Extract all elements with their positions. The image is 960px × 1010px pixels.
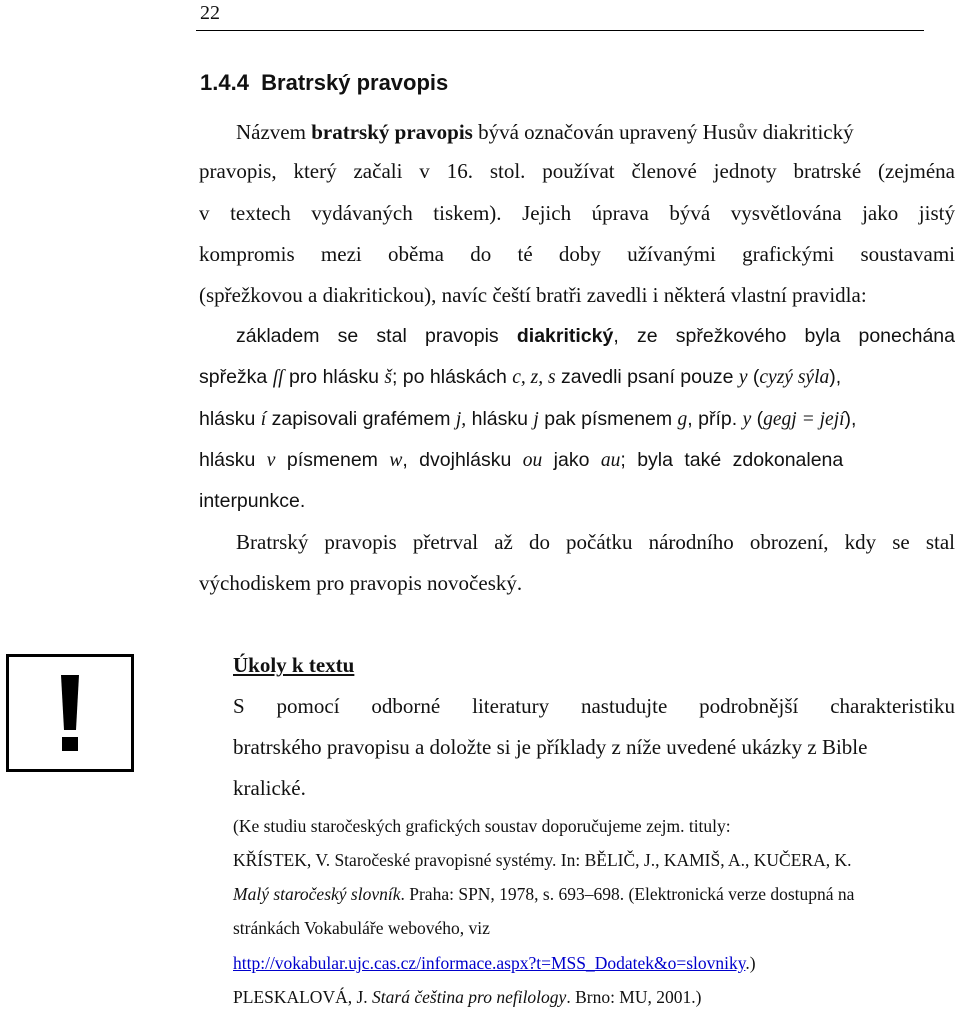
section-number: 1.4.4 bbox=[200, 70, 249, 95]
rules-line1: základem se stal pravopis diakritický, ze spřežkového byla ponechána bbox=[236, 325, 955, 347]
vokabular-link[interactable]: http://vokabular.ujc.cas.cz/informace.aspx?t=MSS_Dodatek&o=slovniky bbox=[233, 953, 746, 973]
rules-line5: interpunkce. bbox=[199, 490, 306, 512]
tasks-heading: Úkoly k textu bbox=[233, 653, 355, 677]
para2-line1: Bratrský pravopis přetrval až do počátku národního obrození, kdy se stal bbox=[236, 530, 955, 554]
para1-line4: kompromis mezi oběma do té doby užívanými grafickými soustavami bbox=[199, 242, 955, 266]
para2-line2: východiskem pro pravopis novočeský. bbox=[199, 571, 523, 595]
section-title-text: Bratrský pravopis bbox=[261, 70, 449, 95]
rules-line2: spřežka ſſ pro hlásku š; po hláskách c, z, s zavedli psaní pouze y (cyzý sýla), bbox=[199, 366, 842, 388]
para1-line2: pravopis, který začali v 16. stol. používat členové jednoty bratrské (zejména bbox=[199, 159, 955, 183]
para1-line3: v textech vydávaných tiskem). Jejich úprava bývá vysvětlována jako jistý bbox=[199, 201, 955, 225]
page-number: 22 bbox=[200, 2, 220, 24]
section-title bbox=[200, 70, 448, 96]
para1-line1: Názvem bratrský pravopis bývá označován upravený Husův diakritický bbox=[236, 120, 854, 144]
para1-line5: (spřežkovou a diakritickou), navíc čeští bratři zavedli i některá vlastní pravidla: bbox=[199, 283, 867, 307]
tasks-line1: S pomocí odborné literatury nastudujte podrobnější charakteristiku bbox=[233, 694, 955, 718]
refs-line1: (Ke studiu staročeských grafických soustav doporučujeme zejm. tituly: bbox=[233, 816, 731, 836]
refs-line3: Malý staročeský slovník. Praha: SPN, 1978, s. 693–698. (Elektronická verze dostupná na bbox=[233, 884, 855, 904]
tasks-line3: kralické. bbox=[233, 776, 306, 800]
refs-line4: stránkách Vokabuláře webového, viz bbox=[233, 918, 490, 938]
refs-line2: KŘÍSTEK, V. Staročeské pravopisné systémy. In: BĚLIČ, J., KAMIŠ, A., KUČERA, K. bbox=[233, 850, 852, 870]
header-rule bbox=[196, 30, 924, 31]
rules-line3: hlásku í zapisovali grafémem j, hlásku j pak písmenem g, příp. y (gegj = její), bbox=[199, 408, 857, 430]
rules-line4: hlásku v písmenem w, dvojhlásku ou jako au; byla také zdokonalena bbox=[199, 449, 844, 471]
refs-line6: PLESKALOVÁ, J. Stará čeština pro nefilology. Brno: MU, 2001.) bbox=[233, 987, 702, 1007]
tasks-line2: bratrského pravopisu a doložte si je příklady z níže uvedené ukázky z Bible bbox=[233, 735, 868, 759]
refs-line5: http://vokabular.ujc.cas.cz/informace.aspx?t=MSS_Dodatek&o=slovniky.) bbox=[233, 953, 756, 973]
term-bratrsky-pravopis: bratrský pravopis bbox=[311, 120, 473, 144]
exclamation-icon bbox=[6, 654, 134, 772]
